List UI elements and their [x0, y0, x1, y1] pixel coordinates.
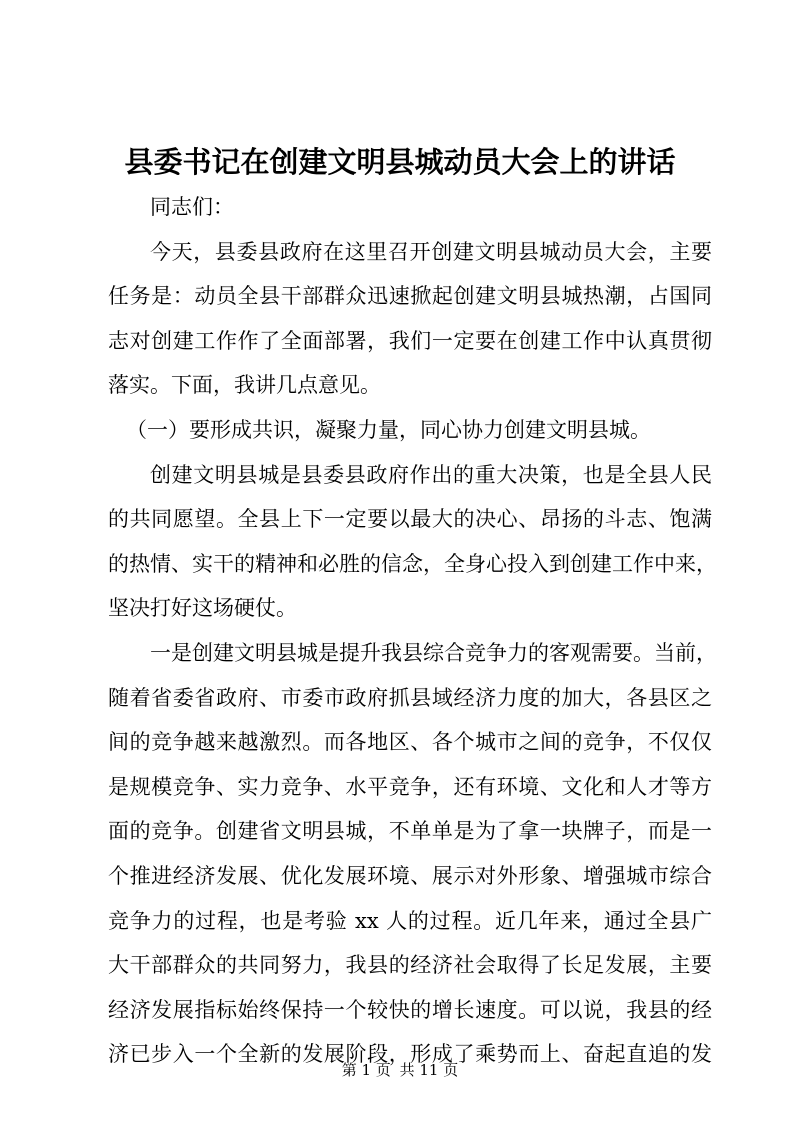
paragraph-line: 经济发展指标始终保持一个较快的增长速度。可以说，我县的经 [108, 997, 712, 1022]
paragraph-line: 是规模竞争、实力竞争、水平竞争，还有环境、文化和人才等方 [108, 774, 712, 799]
page-footer [0, 1060, 800, 1080]
paragraph-line: 志对创建工作作了全面部署，我们一定要在创建工作中认真贯彻 [108, 328, 712, 353]
paragraph-line: 面的竞争。创建省文明县城，不单单是为了拿一块牌子，而是一 [108, 819, 712, 844]
paragraph-line: 的热情、实干的精神和必胜的信念，全身心投入到创建工作中来， [108, 551, 717, 576]
document-title: 县委书记在创建文明县城动员大会上的讲话 [124, 145, 676, 179]
paragraph-line: 济已步入一个全新的发展阶段，形成了乘势而上、奋起直追的发 [108, 1042, 712, 1067]
paragraph-line: 竞争力的过程，也是考验 xx 人的过程。近几年来，通过全县广 [108, 908, 712, 933]
paragraph-line: 今天，县委县政府在这里召开创建文明县城动员大会，主要 [150, 239, 712, 264]
section-heading: （一）要形成共识，凝聚力量，同心协力创建文明县城。 [126, 417, 651, 442]
page-number: 第 1 页 [341, 1061, 391, 1079]
page-total: 共 11 页 [399, 1061, 459, 1079]
paragraph-line: 间的竞争越来越激烈。而各地区、各个城市之间的竞争，不仅仅 [108, 730, 712, 755]
paragraph-line: 创建文明县城是县委县政府作出的重大决策，也是全县人民 [150, 462, 712, 487]
paragraph-line: 的共同愿望。全县上下一定要以最大的决心、昂扬的斗志、饱满 [108, 507, 712, 532]
document-body [108, 185, 717, 1077]
paragraph-line: 随着省委省政府、市委市政府抓县域经济力度的加大，各县区之 [108, 685, 712, 710]
paragraph-line: 一是创建文明县城是提升我县综合竞争力的客观需要。当前， [150, 640, 717, 665]
paragraph-line: 任务是：动员全县干部群众迅速掀起创建文明县城热潮，占国同 [108, 284, 712, 309]
paragraph-line: 坚决打好这场硬仗。 [108, 596, 297, 621]
paragraph-line: 落实。下面，我讲几点意见。 [108, 373, 381, 398]
paragraph-line: 个推进经济发展、优化发展环境、展示对外形象、增强城市综合 [108, 863, 712, 888]
salutation-line: 同志们： [150, 195, 234, 219]
paragraph-line: 大干部群众的共同努力，我县的经济社会取得了长足发展，主要 [108, 953, 712, 978]
